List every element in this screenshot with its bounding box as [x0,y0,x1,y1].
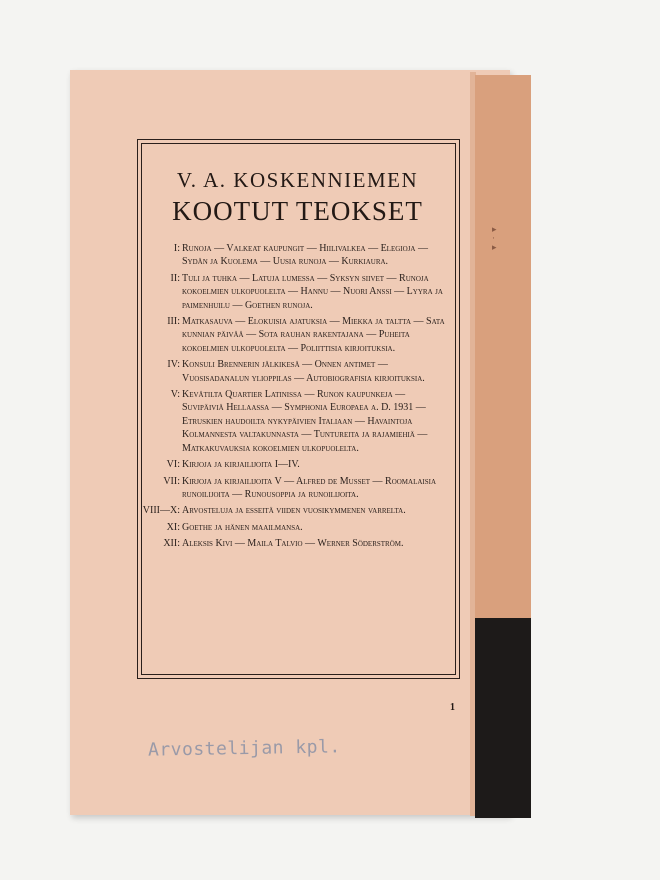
volume-number: III: [167,316,180,328]
volume-number: V: [170,389,180,401]
volume-entry [158,315,448,355]
volume-entry [142,504,448,517]
volume-entry [158,242,448,269]
volume-number: II: [170,272,180,284]
volume-text: Runoja — Valkeat kaupungit — Hiilivalkea — Elegioja — Sydän ja Kuolema — Uusia runoja — Kurkiaura. [182,243,428,268]
volume-number: XI: [166,521,180,533]
volume-text: Goethe ja hänen maailmansa. [182,521,303,533]
volume-number: IV: [167,359,180,371]
volume-number: VIII—X: [142,505,180,517]
volume-text: Konsuli Brennerin jälkikesä — Onnen antimet — Vuosisadanalun ylioppilas — Autobiografisia kirjoituksia. [182,359,425,384]
volume-number: VII: [163,475,180,487]
volume-entry [158,458,448,471]
volume-text: Aleksis Kivi — Maila Talvio — Werner Söderström. [182,538,404,550]
volume-number: XII: [163,538,180,550]
volume-entry [158,475,448,502]
volume-entry [158,272,448,312]
volume-text: Arvosteluja ja esseitä viiden vuosikymmenen varrelta. [182,505,406,517]
volume-list [142,242,448,554]
volume-entry [158,521,448,534]
reviewer-copy-stamp: Arvostelijan kpl. [147,736,341,761]
volume-text: Tuli ja tuhka — Latuja lumessa — Syksyn siivet — Runoja kokoelmien ulkopuolelta — Hannu — Nuori Anssi — Lyyra ja paimenhuilu — Goethen runoja. [182,272,443,311]
spine-black-band [475,618,531,818]
volume-entry [158,358,448,385]
volume-number: I: [173,243,180,254]
author-line: V. A. KOSKENNIEMEN [176,168,419,192]
spine-orange-band [475,75,531,620]
volume-number: VI: [166,459,180,471]
volume-entry [158,388,448,455]
page-number: 1 [450,702,455,713]
volume-entry [158,537,448,550]
volume-text: Kirjoja ja kirjailijoita V — Alfred de Musset — Roomalaisia runoilijoita — Runousoppia ja runoilijoita. [182,475,437,500]
volume-text: Kirjoja ja kirjailijoita I—IV. [182,459,300,471]
spine-marks: ▸ · ▸ [492,224,497,252]
volume-text: Matkasauva — Elokuisia ajatuksia — Miekka ja taltta — Sata kunnian päivää — Sota rauhan rakentajana — Puheita kokoelmien ulkopuolelta — Poliittisia kirjoituksia. [182,316,445,354]
collection-title: KOOTUT TEOKSET [172,196,423,226]
volume-text: Kevätilta Quartier Latinissa — Runon kaupunkeja — Suvipäiviä Hellaassa — Symphonia Europaea a. D. 1931 — Etruskien haudoilta nykypäivien Italiaan — Havaintoja Kolmannesta valtakunnasta — Tuntureita ja rajamiehiä — Matkakuvauksia kokoelmien ulkopuolelta. [182,389,428,454]
